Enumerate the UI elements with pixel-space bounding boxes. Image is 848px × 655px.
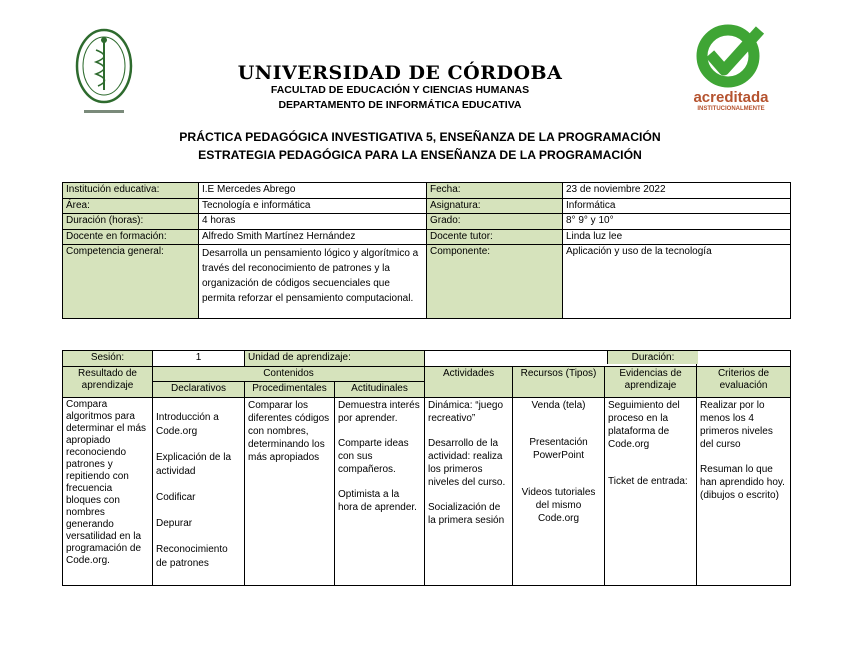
university-seal-logo [68, 26, 140, 118]
actividades-cell [425, 397, 513, 585]
fecha-value: 23 de noviembre 2022 [563, 183, 791, 199]
col-procedimentales-header: Procedimentales [245, 382, 335, 398]
evidencias-cell [605, 397, 697, 585]
col-contenidos-header: Contenidos [153, 366, 425, 382]
asignatura-value: Informática [563, 198, 791, 214]
procedimentales-cell: Comparar los diferentes códigos con nombres, determinando los más apropiados [245, 397, 335, 585]
tutor-label: Docente tutor: [427, 229, 563, 245]
recurso-item: Presentación PowerPoint [529, 436, 588, 461]
componente-label: Componente: [427, 245, 563, 319]
document-title: PRÁCTICA PEDAGÓGICA INVESTIGATIVA 5, ENSEÑANZA DE LA PROGRAMACIÓN [179, 130, 661, 144]
recurso-item: Venda (tela) [531, 399, 586, 411]
acreditada-subtext: INSTITUCIONALMENTE [697, 106, 765, 112]
declarativo-item: Introducción a Code.org [156, 411, 219, 437]
faculty-name: FACULTAD DE EDUCACIÓN Y CIENCIAS HUMANAS [270, 84, 530, 96]
actitudinal-item: Demuestra interés por aprender. [338, 399, 420, 424]
area-value: Tecnología e informática [199, 198, 427, 214]
table-row [63, 229, 791, 245]
duracion-session-value [697, 351, 791, 367]
area-label: Área: [63, 198, 199, 214]
table-row [63, 245, 791, 319]
declarativo-item: Codificar [156, 491, 196, 503]
criterios-cell [697, 397, 791, 585]
fecha-label: Fecha: [427, 183, 563, 199]
recursos-cell [513, 397, 605, 585]
competencia-label: Competencia general: [63, 245, 199, 319]
table-row [63, 198, 791, 214]
table-row [63, 214, 791, 230]
competencia-value: Desarrolla un pensamiento lógico y algorítmico a través del reconocimiento de patrones y la organización de códigos secuenciales que permita reforzar el pensamiento computacional. [199, 245, 427, 319]
institucion-label: Institución educativa: [63, 183, 199, 199]
document-subtitle: ESTRATEGIA PEDAGÓGICA PARA LA ENSEÑANZA DE LA PROGRAMACIÓN [198, 148, 642, 162]
acreditada-text: acreditada [693, 89, 769, 106]
actitudinal-item: Comparte ideas con sus compañeros. [338, 437, 409, 475]
actitudinal-item: Optimista a la hora de aprender. [338, 488, 417, 513]
col-declarativos-header: Declarativos [153, 382, 245, 398]
docente-label: Docente en formación: [63, 229, 199, 245]
actividad-item: Dinámica: “juego recreativo” [428, 399, 504, 424]
institucion-value: I.E Mercedes Abrego [199, 183, 427, 199]
table-row [63, 366, 791, 382]
university-name: UNIVERSIDAD DE CÓRDOBA [237, 62, 563, 84]
recurso-item: Videos tutoriales del mismo Code.org [521, 486, 596, 524]
docente-value: Alfredo Smith Martínez Hernández [199, 229, 427, 245]
session-table [62, 350, 791, 586]
componente-value: Aplicación y uso de la tecnología [563, 245, 791, 319]
tutor-value: Linda luz lee [563, 229, 791, 245]
col-actividades-header: Actividades [425, 366, 513, 397]
info-table [62, 182, 791, 319]
actividad-item: Desarrollo de la actividad: realiza los primeros niveles del curso. [428, 437, 506, 488]
col-resultado-header: Resultado de aprendizaje [63, 366, 153, 397]
criterio-item: Resuman lo que han aprendido hoy. (dibujos o escrito) [700, 463, 785, 501]
col-recursos-header: Recursos (Tipos) [513, 366, 605, 397]
duracion-value: 4 horas [199, 214, 427, 230]
acreditada-logo [686, 20, 776, 118]
declarativo-item: Reconocimiento de patrones [156, 543, 228, 569]
declarativo-item: Depurar [156, 517, 193, 529]
department-name: DEPARTAMENTO DE INFORMÁTICA EDUCATIVA [278, 99, 522, 111]
actitudinales-cell [335, 397, 425, 585]
grado-label: Grado: [427, 214, 563, 230]
unidad-label: Unidad de aprendizaje: [245, 351, 425, 367]
actividad-item: Socialización de la primera sesión [428, 501, 505, 526]
col-evidencias-header: Evidencias de aprendizaje [605, 366, 697, 397]
col-criterios-header: Criterios de evaluación [697, 366, 791, 397]
declarativo-item: Explicación de la actividad [156, 451, 232, 477]
evidencia-item: Seguimiento del proceso en la plataforma de Code.org [608, 399, 680, 450]
resultado-cell: Compara algoritmos para determinar el más apropiado reconociendo patrones y repitiendo con frecuencia bloques con nombres generando versatilidad en la programación de Code.org. [63, 397, 153, 585]
duracion-label: Duración (horas): [63, 214, 199, 230]
sesion-value: 1 [153, 351, 245, 367]
asignatura-label: Asignatura: [427, 198, 563, 214]
declarativos-cell [153, 397, 245, 585]
sesion-label: Sesión: [63, 351, 153, 367]
grado-value: 8° 9° y 10° [563, 214, 791, 230]
col-actitudinales-header: Actitudinales [335, 382, 425, 398]
criterio-item: Realizar por lo menos los 4 primeros niveles del curso [700, 399, 773, 450]
table-row [63, 397, 791, 585]
evidencia-item: Ticket de entrada: [608, 475, 688, 487]
table-row [63, 183, 791, 199]
duracion-session-label: Duración: [607, 351, 698, 364]
